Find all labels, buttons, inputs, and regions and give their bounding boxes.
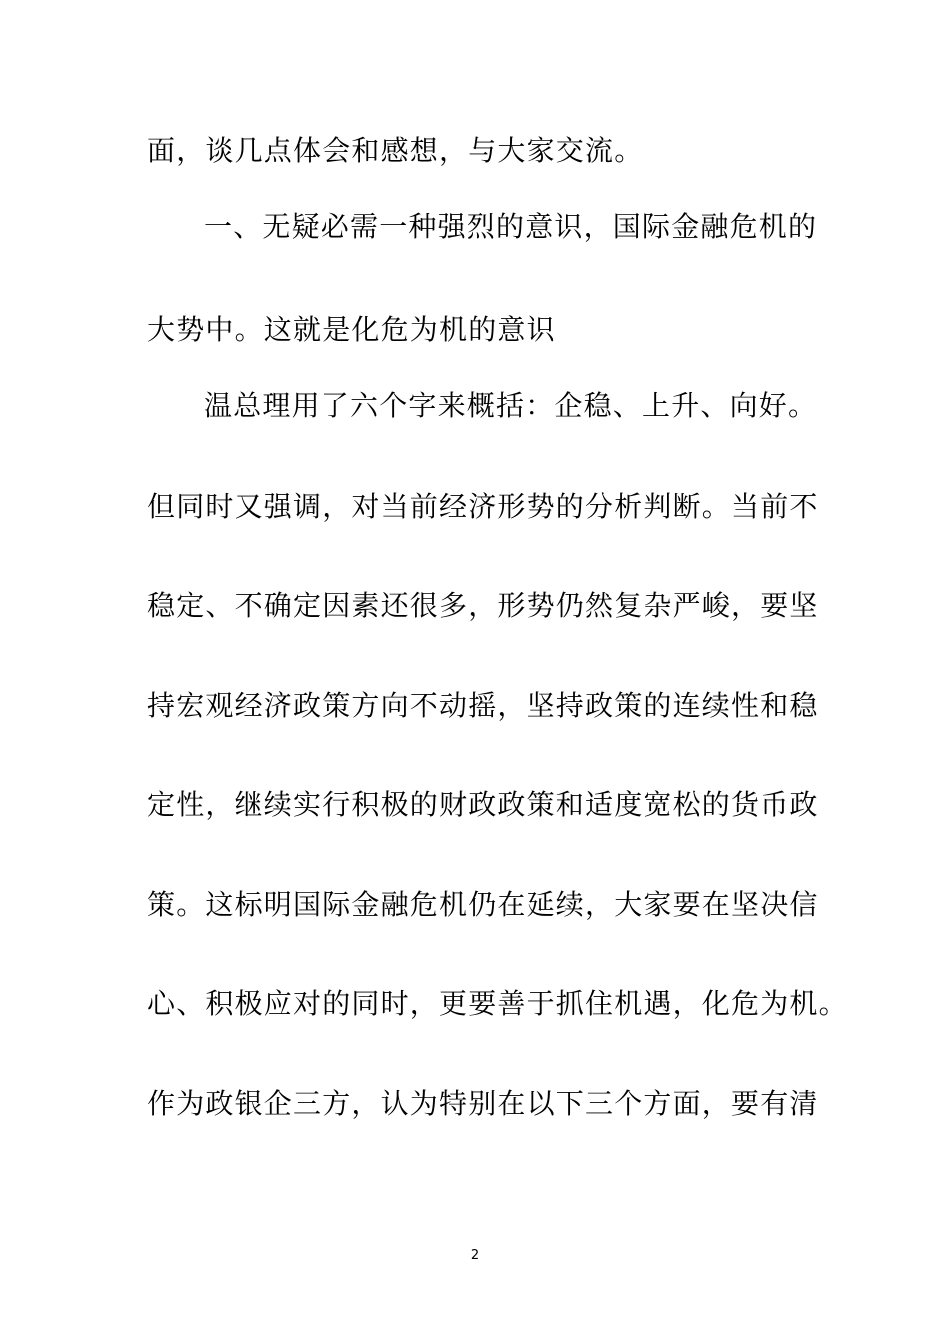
text-line-9: 策。这标明国际金融危机仍在延续，大家要在坚决信 (147, 888, 819, 921)
text-line-10: 心、积极应对的同时，更要善于抓住机遇，化危为机。 (147, 987, 848, 1020)
text-line-7: 持宏观经济政策方向不动摇，坚持政策的连续性和稳 (147, 689, 819, 722)
text-line-5: 但同时又强调，对当前经济形势的分析判断。当前不 (147, 490, 819, 523)
section-heading-line-1: 一、无疑必需一种强烈的意识，国际金融危机的 (204, 210, 818, 243)
text-line-6: 稳定、不确定因素还很多，形势仍然复杂严峻，要坚 (147, 589, 819, 622)
text-line-4: 温总理用了六个字来概括：企稳、上升、向好。 (204, 389, 818, 422)
section-heading-line-2: 大势中。这就是化危为机的意识 (147, 313, 556, 346)
text-line-11: 作为政银企三方，认为特别在以下三个方面，要有清 (147, 1087, 819, 1120)
page-number: 2 (470, 1248, 480, 1263)
text-line-1: 面，谈几点体会和感想，与大家交流。 (147, 134, 644, 167)
text-line-8: 定性，继续实行积极的财政政策和适度宽松的货币政 (147, 788, 819, 821)
